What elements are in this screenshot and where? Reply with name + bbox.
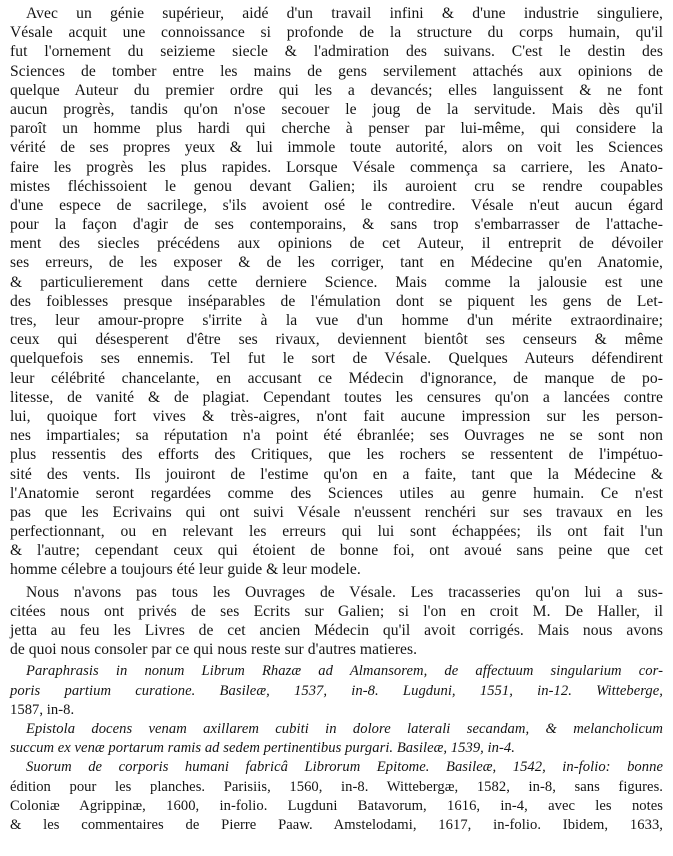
text-line: & l'autre; cependant ceux qui étoient de bonne foi, ont avoué sans peine que cet bbox=[10, 542, 663, 560]
text-line: leur célébrité chancelante, en accusant ce Médecin d'ignorance, de manque de po- bbox=[10, 369, 663, 387]
text-line: Nous n'avons pas tous les Ouvrages de Vésale. Les tracasseries qu'on lui a sus- bbox=[26, 583, 663, 601]
text-line: 1587, in-8. bbox=[10, 701, 75, 718]
text-line: Sciences de tomber entre les mains de gens servilement attachés aux opinions de bbox=[10, 62, 663, 80]
text-line: & particulierement dans cette derniere Science. Mais comme la jalousie est une bbox=[10, 273, 663, 291]
text-line: citées nous ont privés de ses Ecrits sur Galien; si l'on en croit M. De Haller, il bbox=[10, 602, 663, 620]
text-line: ment des siecles précédens aux opinions de cet Auteur, il entreprit de dévoiler bbox=[10, 235, 663, 253]
text-line: Epistola docens venam axillarem cubiti in dolore laterali secandam, & melancholicum bbox=[26, 720, 663, 737]
text-line: édition pour les planches. Parisiis, 1560, in-8. Wittebergæ, 1582, in-8, sans figures. bbox=[10, 778, 663, 795]
text-line: litesse, de vanité & de plagiat. Cependant toutes les censures qu'on a lancées contre bbox=[10, 388, 663, 406]
text-line: ceux qui désesperent d'être ses rivaux, deviennent bientôt ses censeurs & même bbox=[10, 331, 663, 349]
text-line: jetta au feu les Livres de cet ancien Médecin qu'il avoit corrigés. Mais nous avons bbox=[10, 622, 663, 639]
text-line: Suorum de corporis humani fabricâ Librorum Epitome. Basileæ, 1542, in-folio: bonne bbox=[26, 759, 663, 776]
text-line: plus ressentis des efforts des Critiques, que les rochers se ressentent de l'impétuo- bbox=[10, 446, 663, 464]
text-line: sité des vents. Ils jouiront de l'estime qu'on en a faite, tant que la Médecine & bbox=[10, 465, 663, 483]
text-line: ses erreurs, de les exposer & de les corriger, tant en Médecine qu'en Anatomie, bbox=[10, 254, 663, 272]
text-line: nes impartiales; sa réputation n'a point été ébranlée; ses Ouvrages ne se sont non bbox=[10, 427, 663, 445]
text-line: de quoi nous consoler par ce qui nous reste sur d'autres matieres. bbox=[10, 641, 418, 659]
text-line: mistes fléchissoient le genou devant Galien; ils auroient cru se rendre coupables bbox=[10, 177, 663, 195]
text-line: pour la façon d'agir de ses contemporains, & sans trop s'embarrasser de l'attache- bbox=[10, 216, 663, 234]
text-line: perfectionnant, ou en relevant les erreurs qui lui sont échappées; ils ont fait l'un bbox=[10, 523, 663, 541]
text-line: paroît un homme plus hardi qui cherche à penser par lui-même, qui considere la bbox=[10, 120, 663, 138]
text-line: Paraphrasis in nonum Librum Rhazæ ad Almansorem, de affectuum singularium cor- bbox=[26, 663, 663, 680]
text-line: des foiblesses presque inséparables de l'émulation dont se piquent les gens de Let- bbox=[10, 292, 663, 310]
second-paragraph bbox=[10, 583, 663, 660]
text-line: l'Anatomie seront regardées comme des Sciences utiles au genre humain. Ce n'est bbox=[10, 484, 663, 502]
text-line: poris partium curatione. Basileæ, 1537, in-8. Lugduni, 1551, in-12. Witteberge, bbox=[10, 682, 663, 699]
text-line: d'une espece de sacrilege, s'ils avoient osé le contredire. Vésale n'eut aucun égard bbox=[10, 196, 663, 214]
text-line: vérité de ses propres yeux & lui immole toute autorité, alors on voit les Sciences bbox=[10, 139, 663, 157]
text-line: succum ex venæ portarum ramis ad sedem pertinentibus purgari. Basileæ, 1539, in-4. bbox=[10, 740, 515, 757]
text-line: Coloniæ Agrippinæ, 1600, in-folio. Lugduni Batavorum, 1616, in-4, avec les notes bbox=[10, 797, 663, 814]
main-paragraph bbox=[10, 4, 663, 580]
text-line: lui, quoique fort vives & très-aigres, n'ont fait aucune impression sur les person- bbox=[10, 407, 663, 425]
text-line: quelquefois ses ennemis. Tel fut le sort de Vésale. Quelques Auteurs défendirent bbox=[10, 350, 663, 368]
text-line: pas que les Ecrivains qui ont suivi Vésale n'eussent renchéri sur ses travaux en les bbox=[10, 503, 663, 521]
text-line: Avec un génie supérieur, aidé d'un travail infini & d'une industrie singuliere, bbox=[26, 5, 663, 22]
text-line: & les commentaires de Pierre Paaw. Amstelodami, 1617, in-folio. Ibidem, 1633, bbox=[10, 816, 663, 833]
bibliography-list bbox=[10, 662, 663, 835]
text-line: homme célebre a toujours été leur guide & leur modele. bbox=[10, 561, 361, 579]
text-line: faire les progrès les plus rapides. Lorsque Vésale commença sa carriere, les Anato- bbox=[10, 158, 663, 176]
text-line: tres, leur amour-propre s'irrite à la vue d'un homme d'un mérite extraordinaire; bbox=[10, 312, 663, 329]
text-line: fut l'ornement du seizieme siecle & l'admiration des suivans. C'est le destin des bbox=[10, 43, 663, 61]
text-line: quelque Auteur du premier ordre qui les a devancés; elles languissent & ne font bbox=[10, 81, 663, 99]
text-line: aucun progrès, tandis qu'on n'ose secouer le joug de la servitude. Mais dès qu'il bbox=[10, 100, 663, 118]
text-line: Vésale acquit une connoissance si profonde de la structure du corps humain, qu'il bbox=[10, 24, 663, 42]
